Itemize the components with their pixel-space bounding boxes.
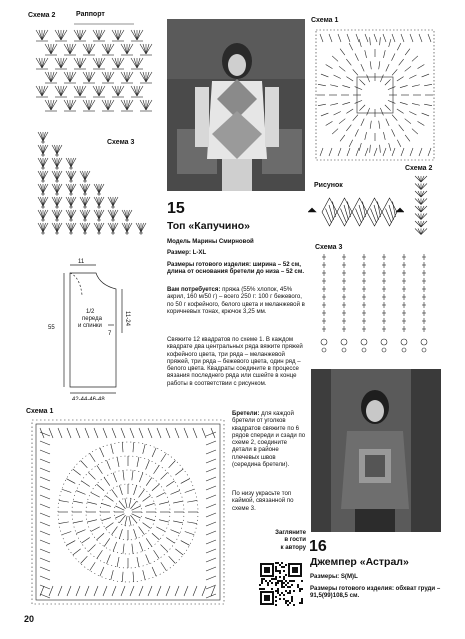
rapport-label: Раппорт [76, 11, 105, 18]
scheme3-right-label: Схема 3 [315, 244, 343, 251]
article15-text1: Свяжите 12 квадратов по схеме 1. В каждом квадрате два центральных ряда вяжите пряжей кофейного цвета, три ряда – меланжевой пряжей, три ряда – бежевого цвета, один ряд – белого цвета. Квадраты соедините в процессе вязания последнего ряда или сшейте в конце работы в соответствии с рисунком. [167, 336, 303, 387]
scheme1-bottom-diagram [30, 418, 226, 606]
pattern-seven: 7 [108, 331, 112, 337]
article15-need [167, 286, 307, 315]
article16-size: Размеры: S(M)L [310, 573, 358, 580]
scheme2-left-diagram [34, 22, 156, 114]
dims-label: Размеры готового изделия: [167, 261, 251, 268]
visit-author [258, 529, 306, 551]
scheme1-bottom-label: Схема 1 [26, 408, 54, 415]
pattern-height-left: 55 [48, 325, 55, 331]
scheme1-right-label: Схема 1 [311, 17, 339, 24]
risunok-label: Рисунок [314, 182, 343, 189]
article15-title: Топ «Капучино» [167, 220, 250, 232]
article16-number: 16 [309, 538, 327, 555]
article15-straps [232, 410, 306, 468]
pattern-height-side: 11-24 [124, 311, 130, 326]
article16-dims: Размеры готового изделия: обхват груди – 91,5(99)108,5 см. [310, 585, 441, 600]
article16-title: Джемпер «Астрал» [310, 556, 409, 568]
page-number: 20 [24, 614, 35, 624]
risunok-diagram [308, 190, 404, 236]
straps-label: Бретели: [232, 410, 260, 417]
article15-size: Размер: L-XL [167, 249, 207, 256]
scheme3-right-diagram [318, 250, 438, 360]
scheme2-right-diagram [408, 172, 434, 236]
scheme2-right-label: Схема 2 [405, 165, 433, 172]
pattern-half: 1/2 [86, 309, 95, 315]
scheme3-left-diagram [32, 125, 157, 235]
scheme2-left-label: Схема 2 [28, 12, 56, 19]
visit-line3: к автору [280, 543, 306, 551]
need-text: пряжа (55% хлопок, 45% акрил, 160 м/50 г) – всего 250 г: 100 г бежевого, по 50 г кофейного, белого цвета и меланжевой в коричневых тонах, крючок 3,25 мм. [167, 286, 305, 315]
article15-bottom: По низу украсьте топ каймой, связанной по схеме 3. [232, 490, 294, 512]
straps-text: для каждой бретели от уголков квадратов свяжите по 6 рядов спереди и сзади по схеме 2, соедините детали в районе плечевых швов (середина бретели). [232, 410, 306, 469]
dims-text: ширина – 52 см, длина от основания бретели до низа – 52 см. [167, 261, 305, 276]
pattern-width-top: 11 [78, 259, 85, 265]
pattern-back: и спинки [78, 323, 102, 329]
article15-dims [167, 261, 307, 276]
pattern-bottom-width: 42-44-46-48 [72, 397, 105, 400]
garment-pattern [38, 255, 166, 400]
pattern-front: переда [82, 316, 102, 322]
scheme1-right-diagram [312, 26, 438, 166]
article15-number: 15 [167, 200, 185, 217]
photo-jumper-astral [311, 369, 441, 532]
visit-line1: Загляните [275, 529, 306, 536]
qr-code-icon[interactable] [259, 562, 303, 606]
article15-model: Модель Марины Смирновой [167, 238, 254, 245]
scheme3-left-label: Схема 3 [107, 139, 135, 146]
visit-line2: в гости [284, 536, 306, 544]
photo-top-kapuchino [167, 19, 305, 191]
need-label: Вам потребуется: [167, 286, 221, 293]
